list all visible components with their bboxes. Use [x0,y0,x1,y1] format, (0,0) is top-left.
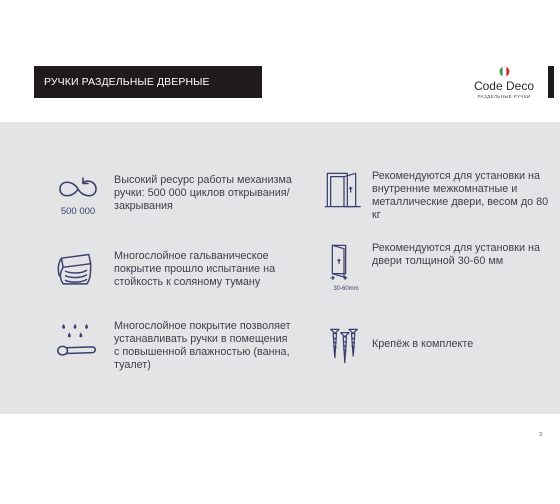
door-icon [324,170,364,210]
brand-tagline: РАЗДЕЛЬНЫЕ РУЧКИ [477,94,531,99]
page-number: 3 [539,432,543,438]
feature-text: Рекомендуются для установки на двери толщиной 30-60 мм [372,242,540,267]
thickness-caption: 30-60mm [333,286,359,292]
cycle-count-label: 500 000 [60,206,96,217]
header-accent-bar [548,66,554,98]
page-title: РУЧКИ РАЗДЕЛЬНЫЕ ДВЕРНЫЕ [44,76,210,88]
feature-cycles [54,174,304,234]
cycle-icon [54,174,102,204]
feature-door-thickness [318,242,548,302]
feature-door-type [318,170,548,230]
feature-text: Высокий ресурс работы механизма ручки: 500 000 циклов открывания/закрывания [114,174,292,212]
brand-logo [466,66,542,100]
feature-text: Крепёж в комплекте [372,338,474,350]
title-bar [34,66,262,98]
droplets-handle-icon [54,320,100,366]
feature-text: Многослойное покрытие позволяет устанавливать ручки в помещения с повышенной влажностью (ванна, туалет) [114,320,291,371]
feature-text: Многослойное гальваническое покрытие прошло испытание на стойкость к соляному туману [114,250,276,288]
italy-flag-icon [499,66,510,77]
features-panel [0,122,560,414]
feature-humidity [54,320,304,380]
feature-text: Рекомендуются для установки на внутренние межкомнатные и металлические двери, весом до 80 кг [372,170,549,221]
feature-coating [54,250,304,310]
screws-icon [324,326,364,366]
door-thickness-icon [324,242,364,282]
feature-fasteners [318,326,548,386]
brand-name: Code Deco [473,79,535,93]
layers-icon [54,250,98,292]
